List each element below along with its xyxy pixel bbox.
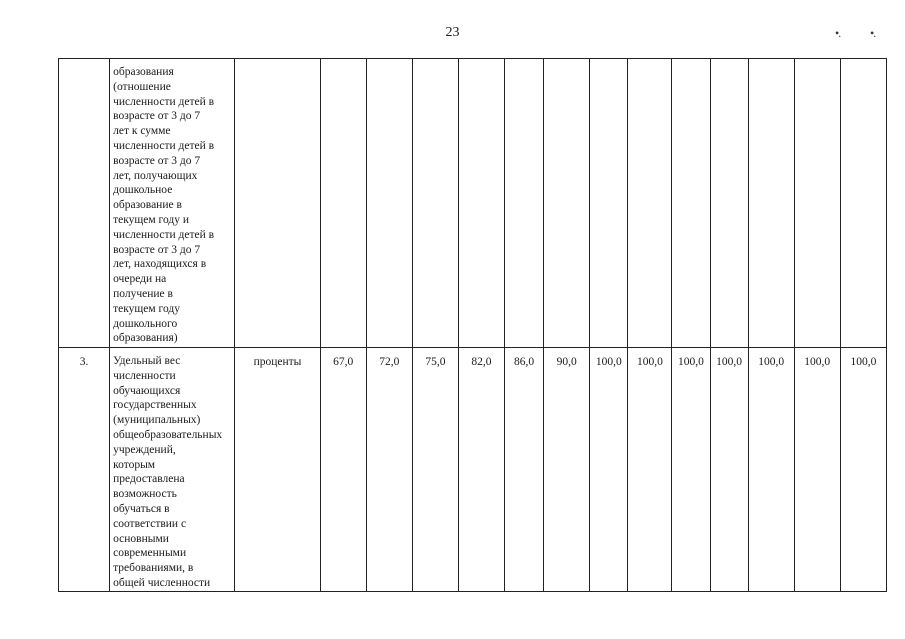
description-line: общей численности — [113, 576, 211, 589]
value-cell: 100,0 — [590, 348, 628, 592]
description-line: Удельный вес — [113, 355, 181, 367]
description-line: численности детей в — [113, 228, 215, 241]
value-cell — [458, 59, 504, 348]
description-line: соответствии с — [113, 517, 187, 530]
description-line: текущем году — [113, 302, 180, 315]
description-line: возможность — [113, 488, 177, 501]
row-number: 3. — [59, 348, 110, 592]
value-cell: 67,0 — [320, 348, 366, 592]
scan-mark: •. — [870, 26, 876, 40]
row-number — [59, 59, 110, 348]
value-cell — [412, 59, 458, 348]
description-line: численности детей в — [113, 95, 215, 108]
scan-mark: •. — [835, 26, 841, 40]
description-line: (муниципальных) — [113, 414, 201, 427]
description-line: обучающихся — [113, 384, 181, 397]
value-cell — [672, 59, 710, 348]
value-cell: 82,0 — [458, 348, 504, 592]
description-line: общеобразовательных — [113, 428, 223, 441]
indicator-table — [58, 58, 887, 592]
description-line: современными — [113, 547, 187, 560]
value-cell: 72,0 — [366, 348, 412, 592]
indicator-description — [110, 348, 235, 592]
description-line: лет к сумме — [113, 125, 171, 138]
table-row — [59, 59, 887, 348]
value-cell: 75,0 — [412, 348, 458, 592]
description-line: дошкольное — [113, 184, 173, 197]
description-line: лет, находящихся в — [113, 258, 207, 271]
value-cell — [748, 59, 794, 348]
description-line: возрасте от 3 до 7 — [113, 110, 201, 123]
description-line: предоставлена — [113, 473, 185, 486]
description-line: государственных — [113, 399, 197, 412]
value-cell: 100,0 — [794, 348, 840, 592]
description-line: обучаться в — [113, 502, 170, 515]
description-line: основными — [113, 532, 169, 545]
description-line: (отношение — [113, 80, 171, 93]
unit-cell — [235, 59, 320, 348]
description-line: текущем году и — [113, 213, 190, 226]
value-cell: 100,0 — [672, 348, 710, 592]
description-line: очереди на — [113, 273, 167, 286]
value-cell — [628, 59, 672, 348]
value-cell — [710, 59, 748, 348]
description-line: учреждений, — [113, 443, 176, 456]
value-cell — [366, 59, 412, 348]
description-line: которым — [113, 458, 156, 471]
description-line: образования) — [113, 332, 178, 345]
unit-cell: проценты — [235, 348, 320, 592]
page-number: 23 — [445, 25, 460, 40]
description-line: численности детей в — [113, 139, 215, 152]
value-cell — [320, 59, 366, 348]
description-line: получение в — [113, 287, 173, 300]
value-cell: 90,0 — [544, 348, 590, 592]
value-cell: 86,0 — [505, 348, 544, 592]
value-cell — [794, 59, 840, 348]
description-line: возрасте от 3 до 7 — [113, 154, 201, 167]
description-line: возрасте от 3 до 7 — [113, 243, 201, 256]
value-cell: 100,0 — [840, 348, 886, 592]
value-cell: 100,0 — [748, 348, 794, 592]
value-cell: 100,0 — [710, 348, 748, 592]
description-line: образования — [113, 66, 174, 78]
table-row — [59, 348, 887, 592]
value-cell — [505, 59, 544, 348]
description-line: численности — [113, 369, 176, 382]
description-line: образование в — [113, 199, 182, 212]
value-cell — [840, 59, 886, 348]
description-line: лет, получающих — [113, 169, 198, 182]
value-cell: 100,0 — [628, 348, 672, 592]
description-line: дошкольного — [113, 317, 178, 330]
description-line: требованиями, в — [113, 562, 194, 575]
value-cell — [544, 59, 590, 348]
indicator-description — [110, 59, 235, 348]
value-cell — [590, 59, 628, 348]
